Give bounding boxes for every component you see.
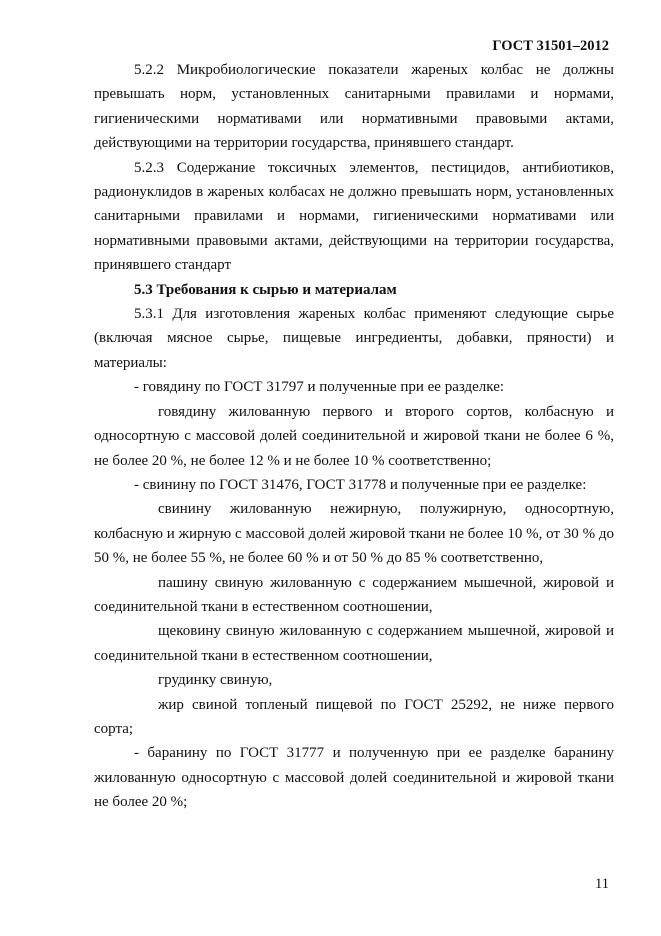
list-item-pork: - свинину по ГОСТ 31476, ГОСТ 31778 и полученные при ее разделке: (134, 476, 587, 493)
list-subitem-beef-trimmed: говядину жилованную первого и второго сортов, колбасную и односортную с массовой долей соединительной и жировой ткани не более 6 %, не более 20 %, не более 12 % и не более 10 % соответственно; (94, 403, 614, 469)
list-subitem-pork-flank: пашину свиную жилованную с содержанием мышечной, жировой и соединительной ткани в естественном соотношении, (94, 574, 614, 615)
document-body (94, 58, 614, 815)
list-subitem-pork-brisket: грудинку свиную, (158, 672, 273, 689)
list-subitem-pork-fat: жир свиной топленый пищевой по ГОСТ 25292, не ниже первого сорта; (94, 696, 614, 737)
list-subitem-pork-cheek: щековину свиную жилованную с содержанием мышечной, жировой и соединительной ткани в естественном соотношении, (94, 623, 614, 664)
page-number: 11 (595, 876, 609, 892)
section-heading-5-3: 5.3 Требования к сырью и материалам (134, 281, 397, 298)
list-item-beef: - говядину по ГОСТ 31797 и полученные при ее разделке: (134, 379, 505, 396)
list-subitem-pork-trimmed: свинину жилованную нежирную, полужирную, односортную, колбасную и жирную с массовой долей жировой ткани не более 10 %, от 30 % до 50 %, не более 55 %, не более 60 % и от 50 % до 85 % соответственно, (94, 501, 614, 567)
paragraph-5-2-3: 5.2.3 Содержание токсичных элементов, пестицидов, антибиотиков, радионуклидов в жареных колбасах не должно превышать норм, установленных санитарными правилами и нормами, гигиеническими нормативами или нормативными правовыми актами, действующими на территории государства, принявшего стандарт (94, 159, 614, 274)
paragraph-5-3-1: 5.3.1 Для изготовления жареных колбас применяют следующие сырье (включая мясное сырье, пищевые ингредиенты, добавки, пряности) и материалы: (94, 306, 614, 371)
document-header: ГОСТ 31501–2012 (492, 38, 609, 54)
paragraph-5-2-2: 5.2.2 Микробиологические показатели жареных колбас не должны превышать норм, установленных санитарными правилами и нормами, гигиеническими нормативами или нормативными правовыми актами, действующими на территории государства, принявшего стандарт. (94, 62, 614, 152)
list-item-mutton: - баранину по ГОСТ 31777 и полученную при ее разделке баранину жилованную односортную с массовой долей соединительной и жировой ткани не более 20 %; (94, 745, 614, 811)
